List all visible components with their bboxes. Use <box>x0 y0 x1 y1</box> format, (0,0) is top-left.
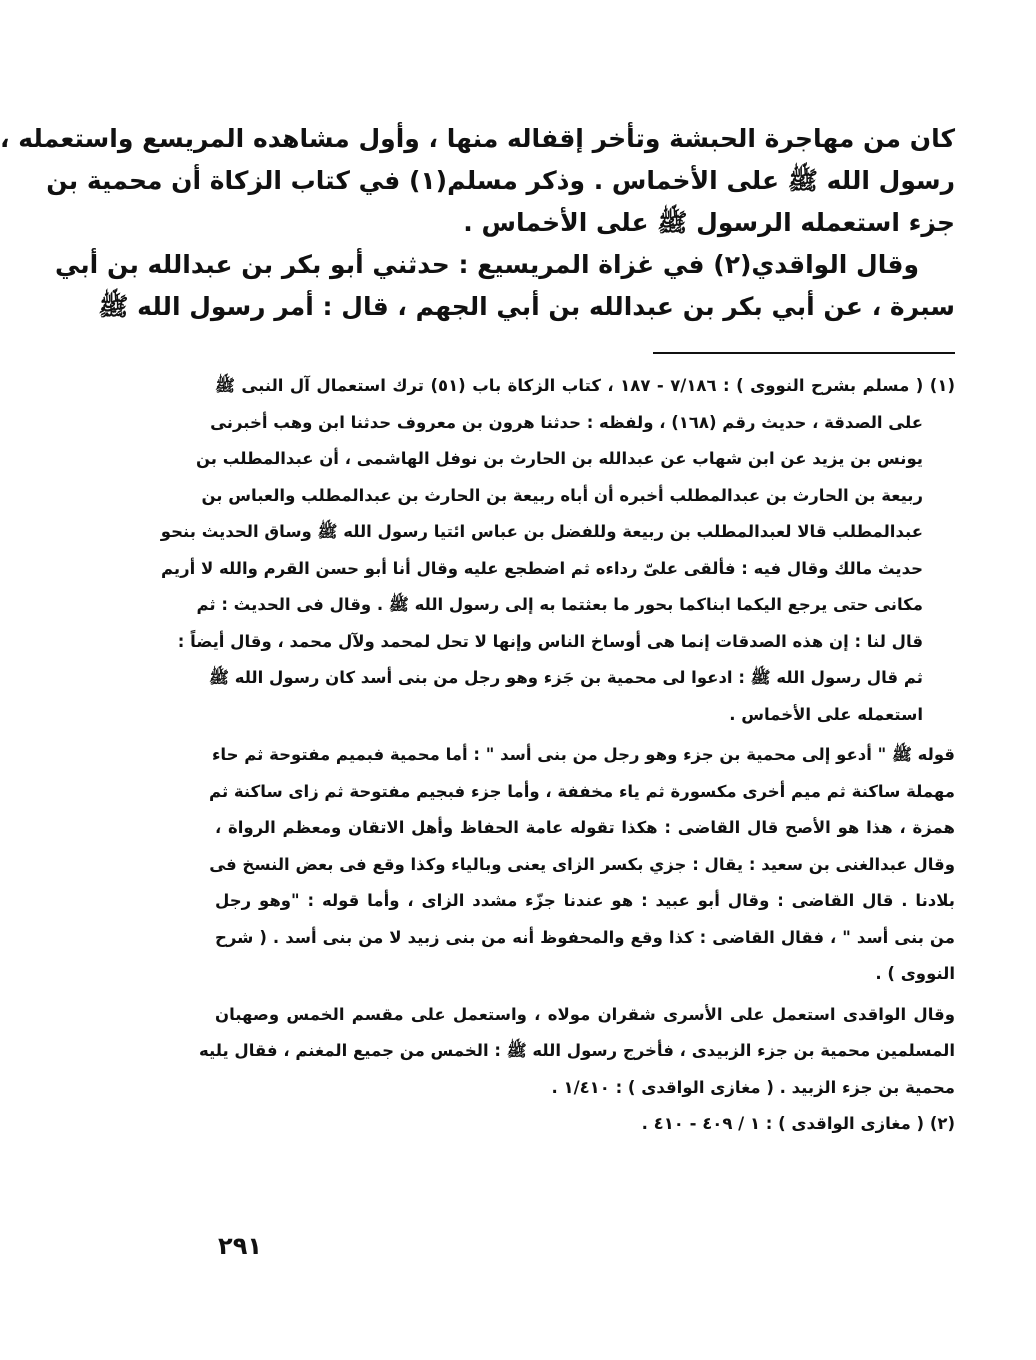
footnote-1-line: على الصدقة ، حديث رقم (١٦٨) ، ولفظه : حدثنا هرون بن معروف حدثنا ابن وهب أخبرنى <box>210 412 923 432</box>
footnote-1-line: ربيعة بن الحارث بن عبدالمطلب أخبره أن أباه ربيعة بن الحارث بن عبدالمطلب والعباس بن <box>201 485 923 505</box>
main-text-line: وقال الواقدي(٢) في غزاة المريسيع : حدثني أبو بكر بن عبدالله بن أبي <box>55 250 919 279</box>
footnote-commentary-line: همزة ، هذا هو الأصح قال القاضى : هكذا تقوله عامة الحفاظ وأهل الاتقان ومعظم الرواة ، <box>215 818 955 837</box>
main-text-line: جزء استعمله الرسول ﷺ على الأخماس . <box>463 208 955 237</box>
footnote-1-line: قال لنا : إن هذه الصدقات إنما هى أوساخ الناس وإنها لا تحل لمحمد ولآل محمد ، وقال أيضاً : <box>177 631 923 651</box>
footnote-1-line: مكانى حتى يرجع اليكما ابناكما بحور ما بعثتما به إلى رسول الله ﷺ . وقال فى الحديث : ثم <box>196 595 923 614</box>
footnote-commentary-line: وقال عبدالغنى بن سعيد : يقال : جزي بكسر الزاى يعنى وبالياء وكذا وقع فى بعض النسخ فى <box>209 854 955 874</box>
main-text <box>0 118 955 328</box>
main-text-line: كان من مهاجرة الحبشة وتأخر إقفاله منها ، وأول مشاهده المريسع واستعمله ، <box>0 124 955 153</box>
footnote-1-line: عبدالمطلب قالا لعبدالمطلب بن ربيعة وللفضل بن عباس ائتيا رسول الله ﷺ وساق الحديث بنحو <box>160 522 923 541</box>
main-text-line: رسول الله ﷺ على الأخماس . وذكر مسلم(١) في كتاب الزكاة أن محمية بن <box>46 166 955 195</box>
footnote-commentary-line: مهملة ساكنة ثم ميم أخرى مكسورة ثم ياء مخففة ، وأما جزء فبجيم مفتوحة ثم زاى ساكنة ثم <box>209 781 955 801</box>
footnote-1-line: استعمله على الأخماس . <box>729 704 923 724</box>
footnote-waqidi-line: المسلمين محمية بن جزء الزبيدى ، فأخرج رسول الله ﷺ : الخمس من جميع المغنم ، فقال يليه <box>199 1041 955 1060</box>
page-number: ٢٩١ <box>218 1232 262 1260</box>
footnote-1-line: ثم قال رسول الله ﷺ : ادعوا لى محمية بن جَزء وهو رجل من بنى أسد كان رسول الله ﷺ <box>209 668 923 687</box>
footnote-1-line: حديث مالك وقال فيه : فألقى علىّ رداءه ثم اضطجع عليه وقال أنا أبو حسن القرم والله لا أريم <box>160 558 923 578</box>
main-text-line: سبرة ، عن أبي بكر بن عبدالله بن أبي الجهم ، قال : أمر رسول الله ﷺ <box>98 292 955 321</box>
footnote-1-line: (١) ( مسلم بشرح النووى ) : ٧/١٨٦ - ١٨٧ ، كتاب الزكاة باب (٥١) ترك استعمال آل النبى ﷺ <box>215 376 955 395</box>
footnote-separator <box>653 352 955 354</box>
footnote-commentary-line: النووى ) . <box>875 964 955 983</box>
footnotes <box>160 368 955 1143</box>
footnote-commentary-line: بلادنا . قال القاضى : وقال أبو عبيد : هو عندنا جزّء مشدد الزاى ، وأما قوله : "وهو رجل <box>215 891 955 910</box>
footnote-2-line: (٢) ( مغازى الواقدى ) : ١ / ٤٠٩ - ٤١٠ . <box>641 1114 955 1133</box>
footnote-commentary-line: من بنى أسد " ، فقال القاضى : كذا وقع والمحفوظ أنه من بنى زبيد لا من بنى أسد . ( شرح <box>215 927 955 947</box>
footnote-waqidi-line: وقال الواقدى استعمل على الأسرى شقران مولاه ، واستعمل على مقسم الخمس وصهبان <box>215 1004 955 1024</box>
footnote-commentary-line: قوله ﷺ " أدعو إلى محمية بن جزء وهو رجل من بنى أسد " : أما محمية فبميم مفتوحة ثم حاء <box>211 745 955 764</box>
footnote-waqidi-line: محمية بن جزء الزبيد . ( مغازى الواقدى ) : ١/٤١٠ . <box>551 1077 955 1097</box>
footnote-1-line: يونس بن يزيد عن ابن شهاب عن عبدالله بن الحارث بن نوفل الهاشمى ، أن عبدالمطلب بن <box>195 449 923 468</box>
